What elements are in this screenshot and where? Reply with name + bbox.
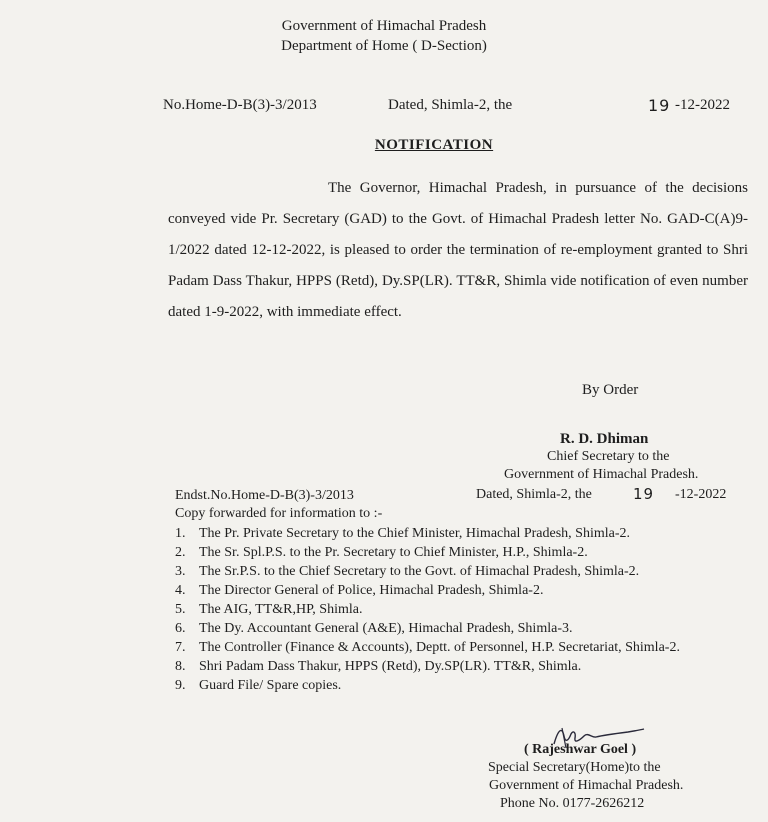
signatory1-name: R. D. Dhiman — [560, 431, 649, 447]
header-government: Government of Himachal Pradesh — [281, 18, 487, 34]
signatory1-government: Government of Himachal Pradesh. — [504, 467, 699, 482]
endorsement-number: Endst.No.Home-D-B(3)-3/2013 — [175, 488, 354, 503]
endorsement-dated-label: Dated, Shimla-2, the — [476, 487, 592, 502]
list-item: 8. Shri Padam Dass Thakur, HPPS (Retd), Dy.SP(LR). TT&R, Shimla. — [175, 659, 582, 674]
copy-list — [175, 524, 755, 695]
date-rest: -12-2022 — [675, 97, 730, 113]
list-item: 6. The Dy. Accountant General (A&E), Himachal Pradesh, Shimla-3. — [175, 621, 573, 636]
handwritten-date-day: 19 — [648, 96, 671, 115]
by-order: By Order — [582, 382, 639, 398]
list-item: 2. The Sr. Spl.P.S. to the Pr. Secretary to Chief Minister, H.P., Shimla-2. — [175, 545, 588, 560]
body-paragraph: The Governor, Himachal Pradesh, in pursuance of the decisions conveyed vide Pr. Secretary (GAD) to the Govt. of Himachal Pradesh letter No. GAD-C(A)9-1/2022 dated 12-12-2022, is pleased to order the termination of re-employment granted to Shri Padam Dass Thakur, HPPS (Retd), Dy.SP(LR). TT&R, Shimla vide notification of even number dated 1-9-2022, with immediate effect. — [168, 180, 748, 320]
signatory2-government: Government of Himachal Pradesh. — [489, 778, 684, 793]
dated-label: Dated, Shimla-2, the — [388, 97, 513, 113]
list-item: 1. The Pr. Private Secretary to the Chief Minister, Himachal Pradesh, Shimla-2. — [175, 526, 631, 541]
reference-number: No.Home-D-B(3)-3/2013 — [163, 97, 317, 113]
copy-forwarded-intro: Copy forwarded for information to :- — [175, 506, 383, 521]
endorsement-date-rest: -12-2022 — [675, 487, 727, 502]
signatory2-designation: Special Secretary(Home)to the — [488, 760, 661, 775]
notification-body — [168, 173, 748, 328]
list-item: 5. The AIG, TT&R,HP, Shimla. — [175, 602, 363, 617]
signatory1-designation: Chief Secretary to the — [547, 449, 670, 464]
list-item: 4. The Director General of Police, Himachal Pradesh, Shimla-2. — [175, 583, 544, 598]
header-department: Department of Home ( D-Section) — [281, 38, 487, 54]
handwritten-endorsement-day: 19 — [633, 485, 655, 503]
list-item: 7. The Controller (Finance & Accounts), Deptt. of Personnel, H.P. Secretariat, Shimla-2. — [175, 640, 680, 655]
signatory2-phone: Phone No. 0177-2626212 — [500, 796, 645, 811]
signatory2-name: ( Rajeshwar Goel ) — [524, 742, 637, 757]
list-item: 9. Guard File/ Spare copies. — [175, 678, 342, 693]
notification-title: NOTIFICATION — [374, 137, 494, 153]
list-item: 3. The Sr.P.S. to the Chief Secretary to the Govt. of Himachal Pradesh, Shimla-2. — [175, 564, 640, 579]
